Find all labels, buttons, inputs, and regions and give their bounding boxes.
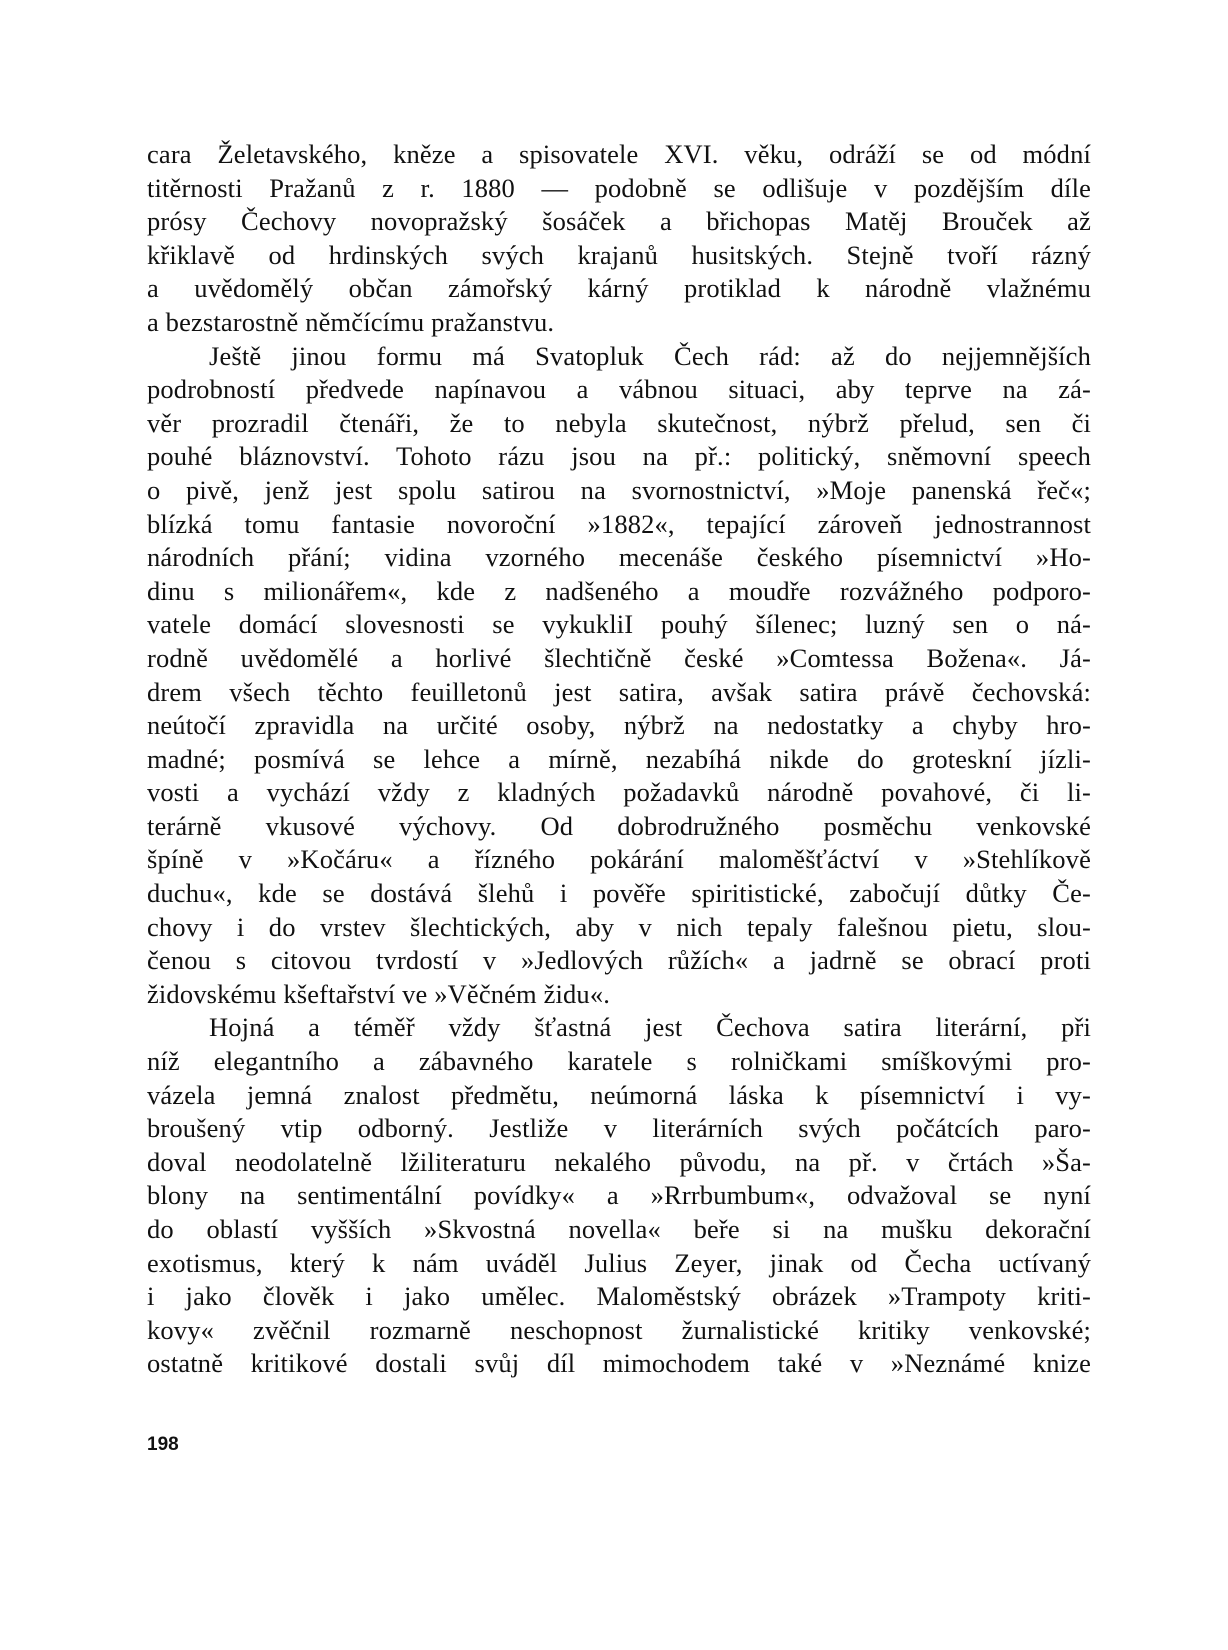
text-line: čenou s citovou tvrdostí v »Jedlových růžích« a jadrně se obrací proti [147,945,1091,976]
text-line: vosti a vychází vždy z kladných požadavků národně povahové, či li- [147,777,1091,808]
text-line: i jako člověk i jako umělec. Maloměstský obrázek »Trampoty kriti- [147,1281,1091,1312]
text-line: o pivě, jenž jest spolu satirou na svornostnictví, »Moje panenská řeč«; [147,474,1091,505]
text-line: neútočí zpravidla na určité osoby, nýbrž na nedostatky a chyby hro- [147,710,1091,741]
text-line: ostatně kritikové dostali svůj díl mimochodem také v »Neznámé knize [147,1348,1091,1379]
text-line: rodně uvědomělé a horlivé šlechtičně české »Comtessa Božena«. Já- [147,642,1091,673]
text-line: blony na sentimentální povídky« a »Rrrbumbum«, odvažoval se nyní [147,1180,1091,1211]
paragraph-start-line: Hojná a téměř vždy šťastná jest Čechova satira literární, při [209,1012,1091,1043]
text-line: pouhé bláznovství. Tohoto rázu jsou na př.: politický, sněmovní speech [147,441,1091,472]
text-line: dinu s milionářem«, kde z nadšeného a moudře rozvážného podporo- [147,575,1091,606]
text-line: madné; posmívá se lehce a mírně, nezabíhá nikde do groteskní jízli- [147,743,1091,774]
text-line: prósy Čechovy novopražský šosáček a břichopas Matěj Brouček až [147,206,1091,237]
text-line: chovy i do vrstev šlechtických, aby v nich tepaly falešnou pietu, slou- [147,911,1091,942]
text-line: broušený vtip odborný. Jestliže v literárních svých počátcích paro- [147,1113,1091,1144]
text-line: národních přání; vidina vzorného mecenáše českého písemnictví »Ho- [147,542,1091,573]
text-line: exotismus, který k nám uváděl Julius Zeyer, jinak od Čecha uctívaný [147,1247,1091,1278]
text-line: vatele domácí slovesnosti se vykukliI pouhý šílenec; luzný sen o ná- [147,609,1091,640]
text-line: křiklavě od hrdinských svých krajanů husitských. Stejně tvoří rázný [147,239,1091,270]
text-line: do oblastí vyšších »Skvostná novella« beře si na mušku dekorační [147,1214,1091,1244]
text-line: kovy« zvěčnil rozmarně neschopnost žurnalistické kritiky venkovské; [147,1314,1091,1345]
text-line: a uvědomělý občan zámořský kárný protiklad k národně vlažnému [147,273,1091,304]
body-text [147,138,1091,1381]
text-line: blízká tomu fantasie novoroční »1882«, tepající zároveň jednostrannost [147,508,1091,539]
text-line: věr prozradil čtenáři, že to nebyla skutečnost, nýbrž přelud, sen či [147,407,1091,438]
text-line: cara Želetavského, kněze a spisovatele XVI. věku, odráží se od módní [147,139,1091,169]
text-line: titěrnosti Pražanů z r. 1880 — podobně se odlišuje v pozdějším díle [147,172,1091,203]
text-line: terárně vkusové výchovy. Od dobrodružného posměchu venkovské [147,810,1091,841]
text-line: drem všech těchto feuilletonů jest satira, avšak satira právě čechovská: [147,676,1091,707]
text-line: podrobností předvede napínavou a vábnou situaci, aby teprve na zá- [147,374,1091,405]
paragraph-start-line: Ještě jinou formu má Svatopluk Čech rád: až do nejjemnějších [209,340,1091,371]
text-line: doval neodolatelně lžiliteraturu nekalého původu, na př. v črtách »Ša- [147,1146,1091,1177]
text-line: níž elegantního a zábavného karatele s rolničkami smíškovými pro- [147,1046,1091,1077]
text-line: a bezstarostně němčícímu pražanstvu. [147,306,555,337]
text-line: duchu«, kde se dostává šlehů i pověře spiritistické, zabočují důtky Če- [147,878,1091,909]
text-line: špíně v »Kočáru« a řízného pokárání maloměšťáctví v »Stehlíkově [147,844,1091,875]
text-line: vázela jemná znalost předmětu, neúmorná láska k písemnictví i vy- [147,1079,1091,1110]
text-line: židovskému kšeftařství ve »Věčném židu«. [147,978,610,1009]
page-number: 198 [147,1434,179,1455]
